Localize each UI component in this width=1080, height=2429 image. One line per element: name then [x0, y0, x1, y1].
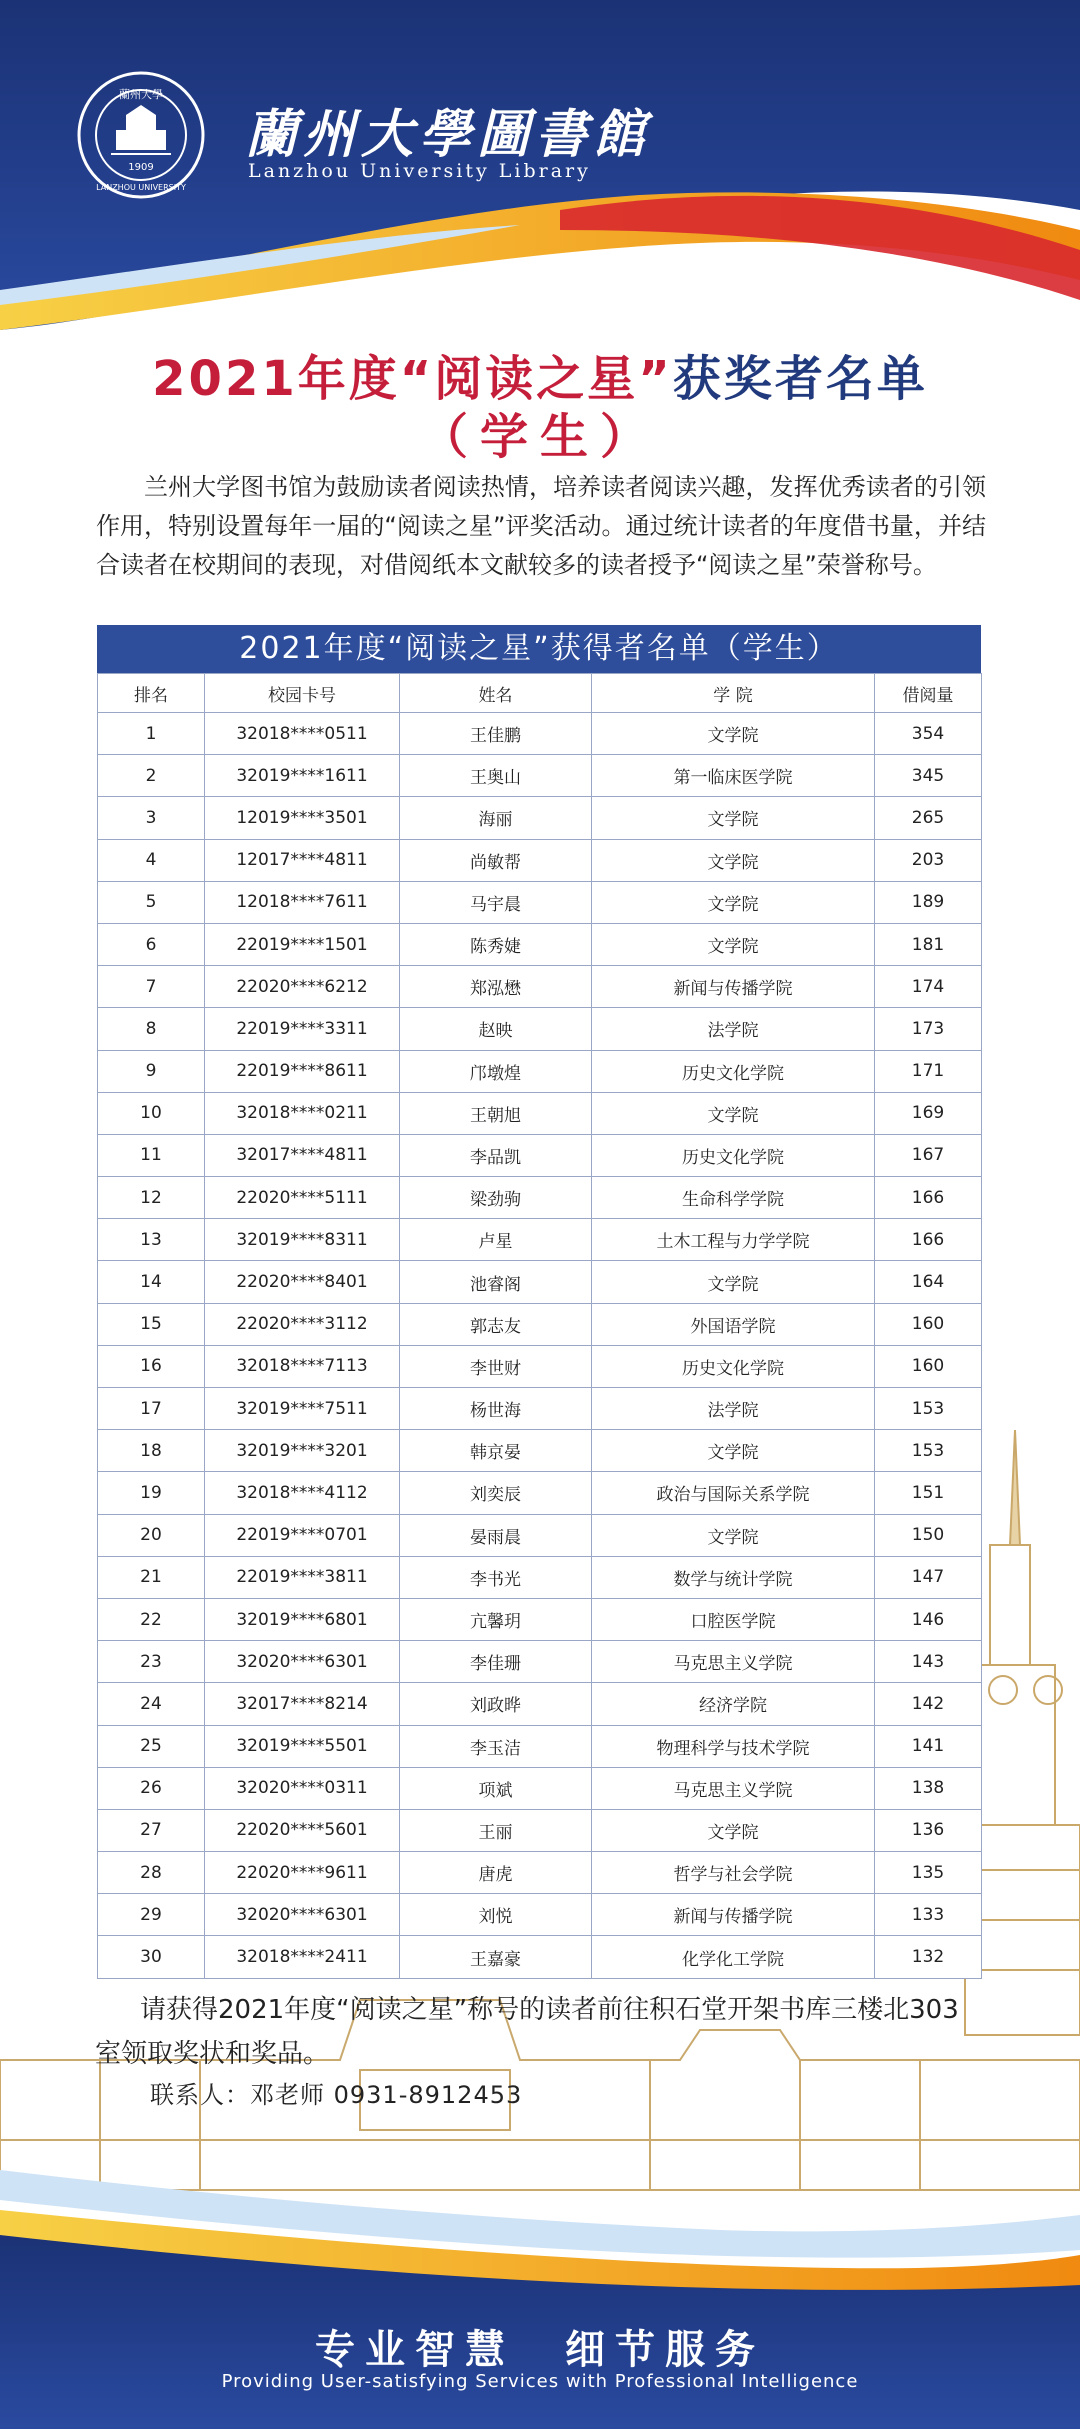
table-cell: 政治与国际关系学院 — [592, 1472, 875, 1514]
table-cell: 邝墩煌 — [400, 1050, 592, 1092]
table-cell: 文学院 — [592, 797, 875, 839]
table-cell: 189 — [875, 881, 982, 923]
table-row — [98, 1598, 982, 1640]
table-cell: 21 — [98, 1556, 205, 1598]
table-cell: 135 — [875, 1852, 982, 1894]
table-cell: 亢馨玥 — [400, 1598, 592, 1640]
table-cell: 文学院 — [592, 1430, 875, 1472]
table-cell: 136 — [875, 1809, 982, 1851]
table-cell: 化学化工学院 — [592, 1936, 875, 1978]
seal-ring-text: LANZHOU UNIVERSITY — [96, 183, 186, 192]
table-cell: 22020****8401 — [205, 1261, 400, 1303]
table-cell: 24 — [98, 1683, 205, 1725]
table-cell: 166 — [875, 1177, 982, 1219]
table-cell: 刘奕辰 — [400, 1472, 592, 1514]
table-cell: 142 — [875, 1683, 982, 1725]
table-cell: 32020****6301 — [205, 1641, 400, 1683]
table-cell: 169 — [875, 1092, 982, 1134]
table-cell: 数学与统计学院 — [592, 1556, 875, 1598]
table-cell: 265 — [875, 797, 982, 839]
table-cell: 32017****4811 — [205, 1134, 400, 1176]
table-cell: 354 — [875, 713, 982, 755]
table-cell: 1 — [98, 713, 205, 755]
table-cell: 17 — [98, 1388, 205, 1430]
intro-paragraph: 兰州大学图书馆为鼓励读者阅读热情，培养读者阅读兴趣，发挥优秀读者的引领作用，特别设置每年一届的“阅读之星”评奖活动。通过统计读者的年度借书量，并结合读者在校期间的表现，对借阅纸本文献较多的读者授予“阅读之星”荣誉称号。 — [96, 473, 986, 579]
table-cell: 生命科学学院 — [592, 1177, 875, 1219]
table-cell: 16 — [98, 1345, 205, 1387]
slogan-cn: 专业智慧 细节服务 — [315, 2327, 765, 2373]
table-cell: 32017****8214 — [205, 1683, 400, 1725]
table-cell: 25 — [98, 1725, 205, 1767]
table-cell: 12 — [98, 1177, 205, 1219]
table-body — [98, 713, 982, 1979]
table-cell: 2 — [98, 755, 205, 797]
table-cell: 历史文化学院 — [592, 1134, 875, 1176]
table-cell: 203 — [875, 839, 982, 881]
table-row — [98, 1177, 982, 1219]
table-cell: 32019****1611 — [205, 755, 400, 797]
table-row — [98, 1936, 982, 1978]
table-cell: 22019****8611 — [205, 1050, 400, 1092]
table-cell: 池睿阁 — [400, 1261, 592, 1303]
table-cell: 海丽 — [400, 797, 592, 839]
seal-top-text: 蘭州大學 — [119, 88, 163, 101]
table-cell: 新闻与传播学院 — [592, 1894, 875, 1936]
table-cell: 11 — [98, 1134, 205, 1176]
table-row — [98, 755, 982, 797]
table-row — [98, 1303, 982, 1345]
table-cell: 32019****3201 — [205, 1430, 400, 1472]
collection-notice — [95, 1988, 1020, 2076]
table-cell: 王丽 — [400, 1809, 592, 1851]
table-header-cell: 姓名 — [400, 674, 592, 713]
table-cell: 法学院 — [592, 1008, 875, 1050]
table-cell: 32020****0311 — [205, 1767, 400, 1809]
table-row — [98, 1809, 982, 1851]
table-cell: 30 — [98, 1936, 205, 1978]
collection-notice-line2: 室领取奖状和奖品。 — [95, 2039, 330, 2069]
table-row — [98, 1641, 982, 1683]
table-header-cell: 学 院 — [592, 674, 875, 713]
table-cell: 刘政晔 — [400, 1683, 592, 1725]
table-cell: 32018****4112 — [205, 1472, 400, 1514]
table-cell: 27 — [98, 1809, 205, 1851]
table-cell: 32020****6301 — [205, 1894, 400, 1936]
table-cell: 文学院 — [592, 923, 875, 965]
table-row — [98, 1725, 982, 1767]
table-cell: 32019****8311 — [205, 1219, 400, 1261]
table-cell: 26 — [98, 1767, 205, 1809]
table-row — [98, 1556, 982, 1598]
table-cell: 150 — [875, 1514, 982, 1556]
table-cell: 22019****3311 — [205, 1008, 400, 1050]
table-cell: 外国语学院 — [592, 1303, 875, 1345]
page-subtitle: （学生） — [419, 409, 660, 465]
table-cell: 马克思主义学院 — [592, 1767, 875, 1809]
table-cell: 10 — [98, 1092, 205, 1134]
table-cell: 6 — [98, 923, 205, 965]
table-cell: 164 — [875, 1261, 982, 1303]
table-row — [98, 1092, 982, 1134]
table-cell: 166 — [875, 1219, 982, 1261]
table-cell: 171 — [875, 1050, 982, 1092]
table-cell: 153 — [875, 1388, 982, 1430]
table-cell: 167 — [875, 1134, 982, 1176]
table-cell: 32019****5501 — [205, 1725, 400, 1767]
table-cell: 22020****3112 — [205, 1303, 400, 1345]
table-cell: 文学院 — [592, 1261, 875, 1303]
table-row — [98, 1430, 982, 1472]
table-cell: 32018****0211 — [205, 1092, 400, 1134]
table-row — [98, 923, 982, 965]
table-cell: 历史文化学院 — [592, 1050, 875, 1092]
library-name-cn: 蘭州大學圖書館 — [245, 104, 652, 165]
table-cell: 15 — [98, 1303, 205, 1345]
library-name-en: Lanzhou University Library — [248, 160, 591, 182]
table-cell: 卢星 — [400, 1219, 592, 1261]
table-cell: 口腔医学院 — [592, 1598, 875, 1640]
table-cell: 133 — [875, 1894, 982, 1936]
table-title: 2021年度“阅读之星”获得者名单（学生） — [97, 625, 981, 673]
table-cell: 345 — [875, 755, 982, 797]
table-cell: 王佳鹏 — [400, 713, 592, 755]
table-cell: 李品凯 — [400, 1134, 592, 1176]
table-cell: 12017****4811 — [205, 839, 400, 881]
table-cell: 法学院 — [592, 1388, 875, 1430]
table-cell: 13 — [98, 1219, 205, 1261]
clock-tower-illustration — [965, 1430, 1080, 2035]
table-row — [98, 966, 982, 1008]
table-cell: 32019****6801 — [205, 1598, 400, 1640]
winners-table — [97, 625, 981, 1979]
table-cell: 赵映 — [400, 1008, 592, 1050]
table-cell: 经济学院 — [592, 1683, 875, 1725]
table-cell: 韩京晏 — [400, 1430, 592, 1472]
table-cell: 147 — [875, 1556, 982, 1598]
slogan-en: Providing User-satisfying Services with Professional Intelligence — [221, 2371, 859, 2392]
table-cell: 9 — [98, 1050, 205, 1092]
table-cell: 32019****7511 — [205, 1388, 400, 1430]
table-cell: 32018****0511 — [205, 713, 400, 755]
table-row — [98, 1219, 982, 1261]
page-title-blue: 获奖者名单 — [672, 351, 928, 407]
table-cell: 3 — [98, 797, 205, 839]
table-cell: 文学院 — [592, 713, 875, 755]
table-cell: 文学院 — [592, 1514, 875, 1556]
table-cell: 王奥山 — [400, 755, 592, 797]
table-cell: 160 — [875, 1345, 982, 1387]
table-cell: 李佳珊 — [400, 1641, 592, 1683]
table-cell: 晏雨晨 — [400, 1514, 592, 1556]
table-cell: 22019****1501 — [205, 923, 400, 965]
table-cell: 174 — [875, 966, 982, 1008]
table-cell: 32018****2411 — [205, 1936, 400, 1978]
table-row — [98, 1050, 982, 1092]
table-cell: 18 — [98, 1430, 205, 1472]
table-row — [98, 1894, 982, 1936]
table-cell: 22 — [98, 1598, 205, 1640]
table-cell: 马克思主义学院 — [592, 1641, 875, 1683]
table-cell: 22020****6212 — [205, 966, 400, 1008]
contact-info: 联系人：邓老师 0931-8912453 — [150, 2081, 523, 2109]
table-cell: 马宇晨 — [400, 881, 592, 923]
table-cell: 李书光 — [400, 1556, 592, 1598]
table-row — [98, 1008, 982, 1050]
table-cell: 王朝旭 — [400, 1092, 592, 1134]
table-cell: 14 — [98, 1261, 205, 1303]
table-cell: 文学院 — [592, 1092, 875, 1134]
table-header-cell: 排名 — [98, 674, 205, 713]
table-cell: 153 — [875, 1430, 982, 1472]
table-cell: 唐虎 — [400, 1852, 592, 1894]
table-row — [98, 1134, 982, 1176]
table-cell: 22019****0701 — [205, 1514, 400, 1556]
table-cell: 刘悦 — [400, 1894, 592, 1936]
table-cell: 141 — [875, 1725, 982, 1767]
table-row — [98, 881, 982, 923]
page-title-red: 2021年度“阅读之星” — [152, 351, 673, 407]
table-cell: 哲学与社会学院 — [592, 1852, 875, 1894]
table-cell: 160 — [875, 1303, 982, 1345]
table-cell: 王嘉豪 — [400, 1936, 592, 1978]
table-cell: 12019****3501 — [205, 797, 400, 839]
table-cell: 文学院 — [592, 1809, 875, 1851]
table-cell: 22020****9611 — [205, 1852, 400, 1894]
table-cell: 李世财 — [400, 1345, 592, 1387]
table-cell: 28 — [98, 1852, 205, 1894]
table-cell: 梁劲驹 — [400, 1177, 592, 1219]
table-row — [98, 1852, 982, 1894]
table-row — [98, 1388, 982, 1430]
table-row — [98, 839, 982, 881]
top-red-swoosh — [560, 196, 1080, 300]
table-cell: 4 — [98, 839, 205, 881]
table-cell: 物理科学与技术学院 — [592, 1725, 875, 1767]
table-row — [98, 1345, 982, 1387]
table-cell: 138 — [875, 1767, 982, 1809]
table-cell: 12018****7611 — [205, 881, 400, 923]
table-cell: 7 — [98, 966, 205, 1008]
seal-year: 1909 — [128, 162, 154, 173]
winners-table-grid — [97, 673, 982, 1979]
table-cell: 新闻与传播学院 — [592, 966, 875, 1008]
table-cell: 文学院 — [592, 839, 875, 881]
table-cell: 郭志友 — [400, 1303, 592, 1345]
table-cell: 陈秀婕 — [400, 923, 592, 965]
table-cell: 22020****5111 — [205, 1177, 400, 1219]
table-row — [98, 1683, 982, 1725]
table-cell: 19 — [98, 1472, 205, 1514]
table-row — [98, 1261, 982, 1303]
table-header-cell: 校园卡号 — [205, 674, 400, 713]
table-cell: 29 — [98, 1894, 205, 1936]
table-row — [98, 1767, 982, 1809]
table-cell: 第一临床医学院 — [592, 755, 875, 797]
table-row — [98, 1472, 982, 1514]
table-header-row — [98, 674, 982, 713]
table-cell: 22020****5601 — [205, 1809, 400, 1851]
table-cell: 181 — [875, 923, 982, 965]
table-cell: 20 — [98, 1514, 205, 1556]
table-cell: 32018****7113 — [205, 1345, 400, 1387]
table-row — [98, 713, 982, 755]
table-cell: 郑泓懋 — [400, 966, 592, 1008]
table-cell: 土木工程与力学学院 — [592, 1219, 875, 1261]
collection-notice-line1: 请获得2021年度“阅读之星”称号的读者前往积石堂开架书库三楼北303 — [140, 1995, 959, 2025]
table-cell: 132 — [875, 1936, 982, 1978]
table-cell: 文学院 — [592, 881, 875, 923]
table-cell: 173 — [875, 1008, 982, 1050]
table-cell: 项斌 — [400, 1767, 592, 1809]
table-cell: 22019****3811 — [205, 1556, 400, 1598]
table-cell: 23 — [98, 1641, 205, 1683]
table-cell: 李玉洁 — [400, 1725, 592, 1767]
table-cell: 8 — [98, 1008, 205, 1050]
table-row — [98, 1514, 982, 1556]
table-row — [98, 797, 982, 839]
table-cell: 151 — [875, 1472, 982, 1514]
table-header-cell: 借阅量 — [875, 674, 982, 713]
table-cell: 5 — [98, 881, 205, 923]
table-cell: 历史文化学院 — [592, 1345, 875, 1387]
university-seal-logo — [76, 70, 206, 200]
table-cell: 杨世海 — [400, 1388, 592, 1430]
table-cell: 143 — [875, 1641, 982, 1683]
table-cell: 146 — [875, 1598, 982, 1640]
table-cell: 尚敏帮 — [400, 839, 592, 881]
